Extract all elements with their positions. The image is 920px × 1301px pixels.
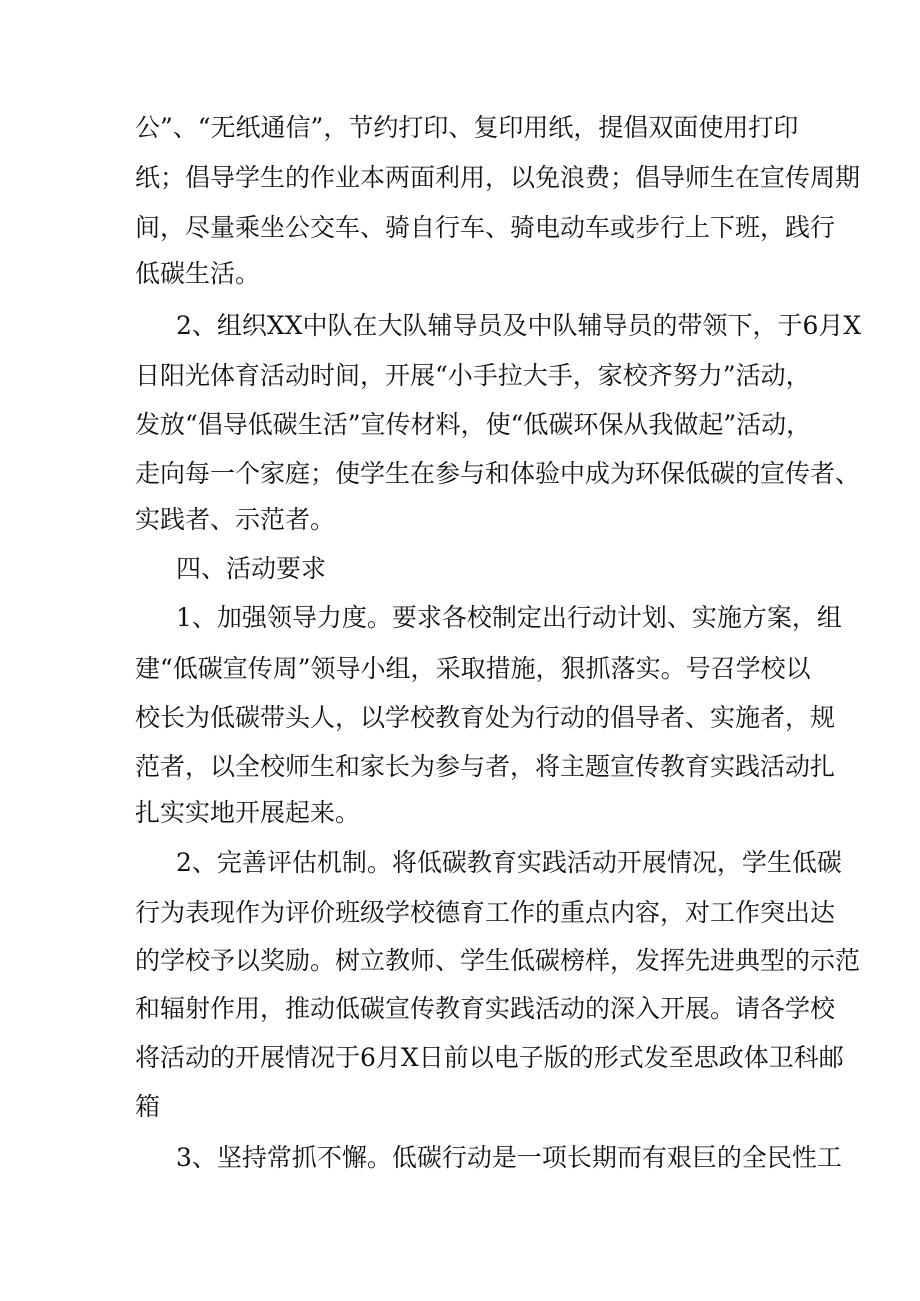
text-line: 走向每一个家庭；使学生在参与和体验中成为环保低碳的宣传者、 xyxy=(135,459,861,488)
paragraph-first-line: 2、组织XX中队在大队辅导员及中队辅导员的带领下，于6月X xyxy=(176,311,862,340)
text-line: 扎实实地开展起来。 xyxy=(135,798,361,827)
text-line: 将活动的开展情况于6月X日前以电子版的形式发至思政体卫科邮 xyxy=(135,1043,844,1072)
text-line: 校长为低碳带头人，以学校教育处为行动的倡导者、实施者，规 xyxy=(135,703,836,732)
text-line: 日阳光体育活动时间，开展“小手拉大手，家校齐努力”活动， xyxy=(135,361,811,390)
text-line: 建“低碳宣传周”领导小组，采取措施，狠抓落实。号召学校以 xyxy=(135,654,811,683)
text-line: 实践者、示范者。 xyxy=(135,505,336,534)
text-line: 箱 xyxy=(135,1092,161,1121)
text-line: 范者，以全校师生和家长为参与者，将主题宣传教育实践活动扎 xyxy=(135,752,836,781)
text-line: 纸；倡导学生的作业本两面利用，以免浪费；倡导师生在宣传周期 xyxy=(135,163,861,192)
text-line: 低碳生活。 xyxy=(135,259,261,288)
text-line: 和辐射作用，推动低碳宣传教育实践活动的深入开展。请各学校 xyxy=(135,994,836,1023)
text-line: 间，尽量乘坐公交车、骑自行车、骑电动车或步行上下班，践行 xyxy=(135,213,836,242)
text-line: 行为表现作为评价班级学校德育工作的重点内容，对工作突出达 xyxy=(135,898,836,927)
text-line: 发放“倡导低碳生活”宣传材料，使“低碳环保从我做起”活动， xyxy=(135,410,812,439)
section-heading: 四、活动要求 xyxy=(176,554,327,583)
paragraph-first-line: 1、加强领导力度。要求各校制定出行动计划、实施方案，组 xyxy=(176,603,842,632)
text-line: 公”、“无纸通信”，节约打印、复印用纸，提倡双面使用打印 xyxy=(135,113,799,142)
text-line: 的学校予以奖励。树立教师、学生低碳榜样，发挥先进典型的示范 xyxy=(135,946,861,975)
paragraph-first-line: 2、完善评估机制。将低碳教育实践活动开展情况，学生低碳 xyxy=(176,848,842,877)
paragraph-first-line: 3、坚持常抓不懈。低碳行动是一项长期而有艰巨的全民性工 xyxy=(176,1143,842,1172)
